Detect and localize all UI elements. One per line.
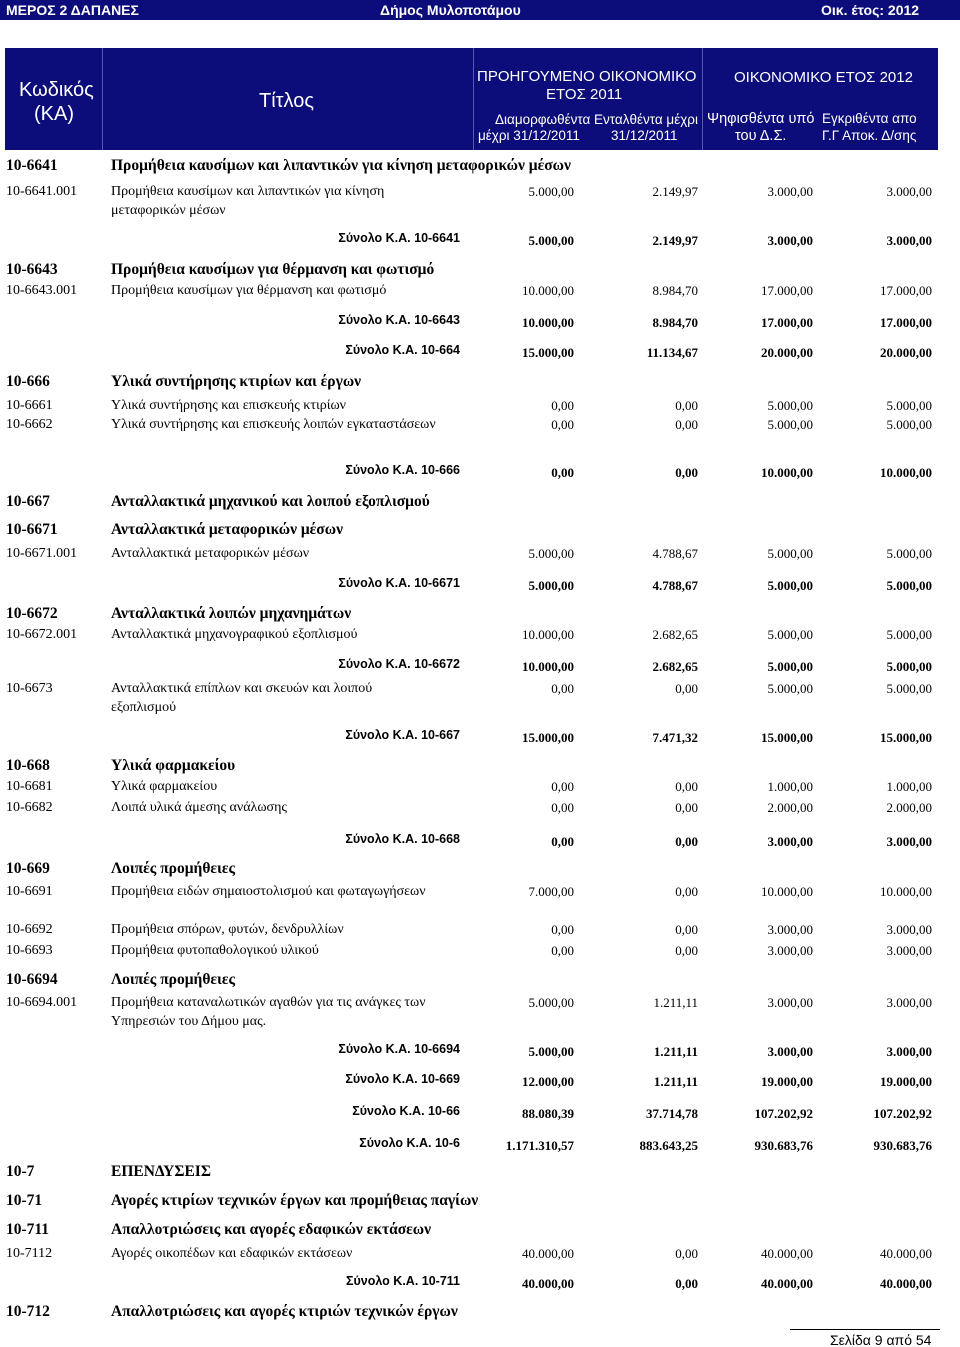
amount-cell: 10.000,00 bbox=[880, 465, 932, 480]
amount-cell: 2.149,97 bbox=[652, 233, 698, 248]
amount-cell: 15.000,00 bbox=[880, 730, 932, 745]
account-title: Αγορές κτιρίων τεχνικών έργων και προμήθειας παγίων bbox=[111, 1192, 479, 1209]
subtotal-label: Σύνολο Κ.Α. 10-6672 bbox=[338, 657, 460, 671]
amount-cell: 40.000,00 bbox=[761, 1246, 813, 1261]
account-title: Ανταλλακτικά μεταφορικών μέσων bbox=[111, 521, 343, 538]
amount-cell: 3.000,00 bbox=[886, 834, 932, 849]
header-voted-line2: του Δ.Σ. bbox=[735, 128, 787, 144]
account-code: 10-6693 bbox=[6, 943, 53, 958]
header-prev-year-line2: ΕΤΟΣ 2011 bbox=[546, 86, 623, 103]
amount-cell: 4.788,67 bbox=[652, 578, 698, 593]
amount-cell: 11.134,67 bbox=[646, 345, 698, 360]
account-code: 10-666 bbox=[6, 373, 50, 390]
header-ordered-line1: Ενταλθέντα μέχρι bbox=[594, 112, 698, 127]
amount-cell: 3.000,00 bbox=[767, 1044, 813, 1059]
amount-cell: 5.000,00 bbox=[528, 233, 574, 248]
amount-cell: 10.000,00 bbox=[880, 884, 932, 899]
account-title: Προμήθεια καυσίμων για θέρμανση και φωτισμό bbox=[111, 261, 435, 278]
amount-cell: 930.683,76 bbox=[873, 1138, 932, 1153]
section-title: ΜΕΡΟΣ 2 ΔΑΠΑΝΕΣ bbox=[6, 2, 139, 18]
amount-cell: 3.000,00 bbox=[767, 943, 813, 958]
amount-cell: 5.000,00 bbox=[528, 995, 574, 1010]
account-code: 10-6661 bbox=[6, 398, 53, 413]
amount-cell: 8.984,70 bbox=[652, 315, 698, 330]
page-number: Σελίδα 9 από 54 bbox=[830, 1332, 932, 1347]
amount-cell: 3.000,00 bbox=[886, 922, 932, 937]
amount-cell: 0,00 bbox=[675, 417, 698, 432]
amount-cell: 5.000,00 bbox=[528, 1044, 574, 1059]
amount-cell: 0,00 bbox=[675, 943, 698, 958]
subtotal-label: Σύνολο Κ.Α. 10-6641 bbox=[338, 231, 460, 245]
amount-cell: 1.211,11 bbox=[653, 995, 698, 1010]
account-title: Απαλλοτριώσεις και αγορές εδαφικών εκτάσεων bbox=[111, 1221, 432, 1238]
amount-cell: 17.000,00 bbox=[880, 315, 932, 330]
amount-cell: 3.000,00 bbox=[767, 922, 813, 937]
amount-cell: 0,00 bbox=[551, 922, 574, 937]
amount-cell: 19.000,00 bbox=[880, 1074, 932, 1089]
account-title: Υλικά φαρμακείου bbox=[111, 757, 236, 774]
amount-cell: 5.000,00 bbox=[767, 659, 813, 674]
account-code: 10-6662 bbox=[6, 417, 53, 432]
amount-cell: 3.000,00 bbox=[767, 184, 813, 199]
account-code: 10-667 bbox=[6, 493, 50, 510]
amount-cell: 40.000,00 bbox=[880, 1246, 932, 1261]
account-code: 10-6671 bbox=[6, 521, 58, 538]
amount-cell: 10.000,00 bbox=[522, 315, 574, 330]
amount-cell: 2.000,00 bbox=[886, 800, 932, 815]
amount-cell: 3.000,00 bbox=[767, 834, 813, 849]
subtotal-label: Σύνολο Κ.Α. 10-6 bbox=[359, 1136, 460, 1150]
account-title: Αγορές οικοπέδων και εδαφικών εκτάσεων bbox=[111, 1246, 353, 1261]
amount-cell: 15.000,00 bbox=[522, 730, 574, 745]
account-title: Απαλλοτριώσεις και αγορές κτιριών τεχνικών έργων bbox=[111, 1303, 458, 1320]
table-header bbox=[5, 48, 938, 150]
account-title: Ανταλλακτικά μηχανογραφικού εξοπλισμού bbox=[111, 627, 358, 642]
account-code: 10-7112 bbox=[6, 1246, 53, 1261]
account-code: 10-6694 bbox=[6, 971, 58, 988]
account-code: 10-711 bbox=[6, 1221, 50, 1238]
account-title-continued: μεταφορικών μέσων bbox=[111, 203, 226, 218]
amount-cell: 5.000,00 bbox=[886, 627, 932, 642]
amount-cell: 107.202,92 bbox=[754, 1106, 813, 1121]
amount-cell: 5.000,00 bbox=[767, 546, 813, 561]
account-code: 10-6691 bbox=[6, 884, 53, 899]
account-code: 10-7 bbox=[6, 1163, 35, 1180]
amount-cell: 10.000,00 bbox=[522, 659, 574, 674]
header-title: Τίτλος bbox=[259, 90, 315, 112]
amount-cell: 7.000,00 bbox=[528, 884, 574, 899]
amount-cell: 40.000,00 bbox=[880, 1276, 932, 1291]
amount-cell: 8.984,70 bbox=[652, 283, 698, 298]
account-code: 10-6692 bbox=[6, 922, 53, 937]
amount-cell: 3.000,00 bbox=[767, 995, 813, 1010]
subtotal-label: Σύνολο Κ.Α. 10-6671 bbox=[338, 576, 460, 590]
header-prev-year-line1: ΠΡΟΗΓΟΥΜΕΝΟ ΟΙΚΟΝΟΜΙΚΟ bbox=[477, 68, 697, 85]
amount-cell: 88.080,39 bbox=[522, 1106, 574, 1121]
account-title-continued: Υπηρεσιών του Δήμου μας. bbox=[111, 1014, 267, 1029]
amount-cell: 0,00 bbox=[675, 922, 698, 937]
account-title: Προμήθεια φυτοπαθολογικού υλικού bbox=[111, 943, 319, 958]
subtotal-label: Σύνολο Κ.Α. 10-664 bbox=[345, 343, 460, 357]
account-title: Υλικά φαρμακείου bbox=[111, 779, 218, 794]
amount-cell: 0,00 bbox=[675, 834, 698, 849]
amount-cell: 1.171.310,57 bbox=[505, 1138, 574, 1153]
account-code: 10-6641.001 bbox=[6, 184, 78, 199]
amount-cell: 20.000,00 bbox=[761, 345, 813, 360]
account-code: 10-669 bbox=[6, 860, 50, 877]
amount-cell: 40.000,00 bbox=[761, 1276, 813, 1291]
amount-cell: 1.211,11 bbox=[653, 1074, 698, 1089]
amount-cell: 15.000,00 bbox=[522, 345, 574, 360]
amount-cell: 4.788,67 bbox=[652, 546, 698, 561]
account-title: Προμήθεια καυσίμων και λιπαντικών για κίνηση bbox=[111, 184, 385, 199]
amount-cell: 2.000,00 bbox=[767, 800, 813, 815]
amount-cell: 15.000,00 bbox=[761, 730, 813, 745]
account-title: Λοιπά υλικά άμεσης ανάλωσης bbox=[111, 800, 287, 815]
amount-cell: 10.000,00 bbox=[761, 465, 813, 480]
amount-cell: 5.000,00 bbox=[767, 417, 813, 432]
account-code: 10-6694.001 bbox=[6, 995, 78, 1010]
top-bar bbox=[0, 0, 960, 20]
subtotal-label: Σύνολο Κ.Α. 10-669 bbox=[345, 1072, 460, 1086]
municipality-name: Δήμος Μυλοποτάμου bbox=[380, 2, 521, 18]
subtotal-label: Σύνολο Κ.Α. 10-6694 bbox=[338, 1042, 460, 1056]
amount-cell: 5.000,00 bbox=[767, 627, 813, 642]
amount-cell: 5.000,00 bbox=[767, 398, 813, 413]
amount-cell: 5.000,00 bbox=[886, 681, 932, 696]
amount-cell: 5.000,00 bbox=[886, 546, 932, 561]
account-code: 10-71 bbox=[6, 1192, 43, 1209]
amount-cell: 0,00 bbox=[551, 943, 574, 958]
amount-cell: 0,00 bbox=[551, 681, 574, 696]
amount-cell: 19.000,00 bbox=[761, 1074, 813, 1089]
account-title: ΕΠΕΝΔΥΣΕΙΣ bbox=[111, 1163, 211, 1180]
amount-cell: 3.000,00 bbox=[886, 184, 932, 199]
amount-cell: 40.000,00 bbox=[522, 1276, 574, 1291]
subtotal-label: Σύνολο Κ.Α. 10-66 bbox=[352, 1104, 460, 1118]
amount-cell: 5.000,00 bbox=[528, 546, 574, 561]
amount-cell: 2.149,97 bbox=[652, 184, 698, 199]
amount-cell: 0,00 bbox=[675, 884, 698, 899]
header-approved-line2: Γ.Γ Αποκ. Δ/σης bbox=[822, 128, 917, 143]
account-code: 10-6682 bbox=[6, 800, 53, 815]
account-title: Υλικά συντήρησης και επισκευής λοιπών εγκαταστάσεων bbox=[111, 417, 436, 432]
subtotal-label: Σύνολο Κ.Α. 10-667 bbox=[345, 728, 460, 742]
subtotal-label: Σύνολο Κ.Α. 10-6643 bbox=[338, 313, 460, 327]
amount-cell: 5.000,00 bbox=[767, 681, 813, 696]
account-title: Υλικά συντήρησης και επισκευής κτιρίων bbox=[111, 398, 347, 413]
amount-cell: 0,00 bbox=[551, 834, 574, 849]
amount-cell: 3.000,00 bbox=[886, 995, 932, 1010]
account-code: 10-6643.001 bbox=[6, 283, 78, 298]
amount-cell: 3.000,00 bbox=[886, 943, 932, 958]
account-code: 10-6672.001 bbox=[6, 627, 78, 642]
account-title: Προμήθεια ειδών σημαιοστολισμού και φωταγωγήσεων bbox=[111, 884, 426, 899]
account-title: Προμήθεια καταναλωτικών αγαθών για τις ανάγκες των bbox=[111, 995, 426, 1010]
account-code: 10-6681 bbox=[6, 779, 53, 794]
amount-cell: 2.682,65 bbox=[652, 627, 698, 642]
amount-cell: 0,00 bbox=[675, 1246, 698, 1261]
account-title: Ανταλλακτικά μεταφορικών μέσων bbox=[111, 546, 310, 561]
amount-cell: 0,00 bbox=[675, 1276, 698, 1291]
amount-cell: 40.000,00 bbox=[522, 1246, 574, 1261]
account-code: 10-6643 bbox=[6, 261, 58, 278]
amount-cell: 1.000,00 bbox=[886, 779, 932, 794]
amount-cell: 5.000,00 bbox=[886, 417, 932, 432]
account-title: Λοιπές προμήθειες bbox=[111, 860, 235, 877]
account-code: 10-6671.001 bbox=[6, 546, 78, 561]
amount-cell: 5.000,00 bbox=[886, 398, 932, 413]
amount-cell: 0,00 bbox=[551, 398, 574, 413]
amount-cell: 883.643,25 bbox=[639, 1138, 698, 1153]
subtotal-label: Σύνολο Κ.Α. 10-668 bbox=[345, 832, 460, 846]
account-title-continued: εξοπλισμού bbox=[111, 700, 177, 715]
amount-cell: 0,00 bbox=[551, 779, 574, 794]
footer-rule bbox=[790, 1329, 940, 1330]
subtotal-label: Σύνολο Κ.Α. 10-711 bbox=[346, 1274, 460, 1288]
header-code-line2: (ΚΑ) bbox=[34, 103, 74, 125]
account-code: 10-6673 bbox=[6, 681, 53, 696]
amount-cell: 1.211,11 bbox=[653, 1044, 698, 1059]
account-code: 10-6641 bbox=[6, 157, 58, 174]
amount-cell: 17.000,00 bbox=[761, 283, 813, 298]
account-code: 10-668 bbox=[6, 757, 50, 774]
header-formed-line2: μέχρι 31/12/2011 bbox=[478, 128, 580, 143]
amount-cell: 7.471,32 bbox=[652, 730, 698, 745]
amount-cell: 5.000,00 bbox=[767, 578, 813, 593]
header-formed-line1: Διαμορφωθέντα bbox=[495, 112, 591, 127]
amount-cell: 5.000,00 bbox=[528, 578, 574, 593]
amount-cell: 0,00 bbox=[675, 800, 698, 815]
account-title: Ανταλλακτικά λοιπών μηχανημάτων bbox=[111, 605, 352, 622]
account-title: Υλικά συντήρησης κτιρίων και έργων bbox=[111, 373, 362, 390]
amount-cell: 12.000,00 bbox=[522, 1074, 574, 1089]
amount-cell: 5.000,00 bbox=[886, 578, 932, 593]
amount-cell: 3.000,00 bbox=[886, 233, 932, 248]
account-title: Ανταλλακτικά μηχανικού και λοιπού εξοπλισμού bbox=[111, 493, 430, 510]
header-ordered-line2: 31/12/2011 bbox=[611, 128, 678, 143]
account-title: Προμήθεια καυσίμων και λιπαντικών για κίνηση μεταφορικών μέσων bbox=[111, 157, 571, 174]
amount-cell: 0,00 bbox=[675, 398, 698, 413]
amount-cell: 0,00 bbox=[551, 417, 574, 432]
amount-cell: 0,00 bbox=[675, 681, 698, 696]
fiscal-year-label: Οικ. έτος: 2012 bbox=[821, 2, 920, 18]
amount-cell: 0,00 bbox=[675, 465, 698, 480]
amount-cell: 3.000,00 bbox=[886, 1044, 932, 1059]
amount-cell: 37.714,78 bbox=[646, 1106, 698, 1121]
header-voted-line1: Ψηφισθέντα υπό bbox=[707, 111, 815, 127]
amount-cell: 1.000,00 bbox=[767, 779, 813, 794]
amount-cell: 5.000,00 bbox=[528, 184, 574, 199]
header-fiscal-year: ΟΙΚΟΝΟΜΙΚΟ ΕΤΟΣ 2012 bbox=[734, 69, 913, 86]
header-code-line1: Κωδικός bbox=[19, 79, 94, 101]
account-title: Προμήθεια καυσίμων για θέρμανση και φωτισμό bbox=[111, 283, 387, 298]
account-title: Ανταλλακτικά επίπλων και σκευών και λοιπού bbox=[111, 681, 373, 696]
amount-cell: 0,00 bbox=[551, 465, 574, 480]
amount-cell: 10.000,00 bbox=[522, 627, 574, 642]
amount-cell: 10.000,00 bbox=[761, 884, 813, 899]
amount-cell: 20.000,00 bbox=[880, 345, 932, 360]
account-title: Λοιπές προμήθειες bbox=[111, 971, 235, 988]
account-code: 10-6672 bbox=[6, 605, 58, 622]
header-approved-line1: Εγκριθέντα απο bbox=[822, 111, 917, 126]
account-code: 10-712 bbox=[6, 1303, 50, 1320]
amount-cell: 5.000,00 bbox=[886, 659, 932, 674]
amount-cell: 107.202,92 bbox=[873, 1106, 932, 1121]
account-title: Προμήθεια σπόρων, φυτών, δενδρυλλίων bbox=[111, 922, 344, 937]
amount-cell: 930.683,76 bbox=[754, 1138, 813, 1153]
subtotal-label: Σύνολο Κ.Α. 10-666 bbox=[345, 463, 460, 477]
amount-cell: 2.682,65 bbox=[652, 659, 698, 674]
amount-cell: 17.000,00 bbox=[761, 315, 813, 330]
amount-cell: 10.000,00 bbox=[522, 283, 574, 298]
amount-cell: 17.000,00 bbox=[880, 283, 932, 298]
amount-cell: 3.000,00 bbox=[767, 233, 813, 248]
amount-cell: 0,00 bbox=[551, 800, 574, 815]
amount-cell: 0,00 bbox=[675, 779, 698, 794]
